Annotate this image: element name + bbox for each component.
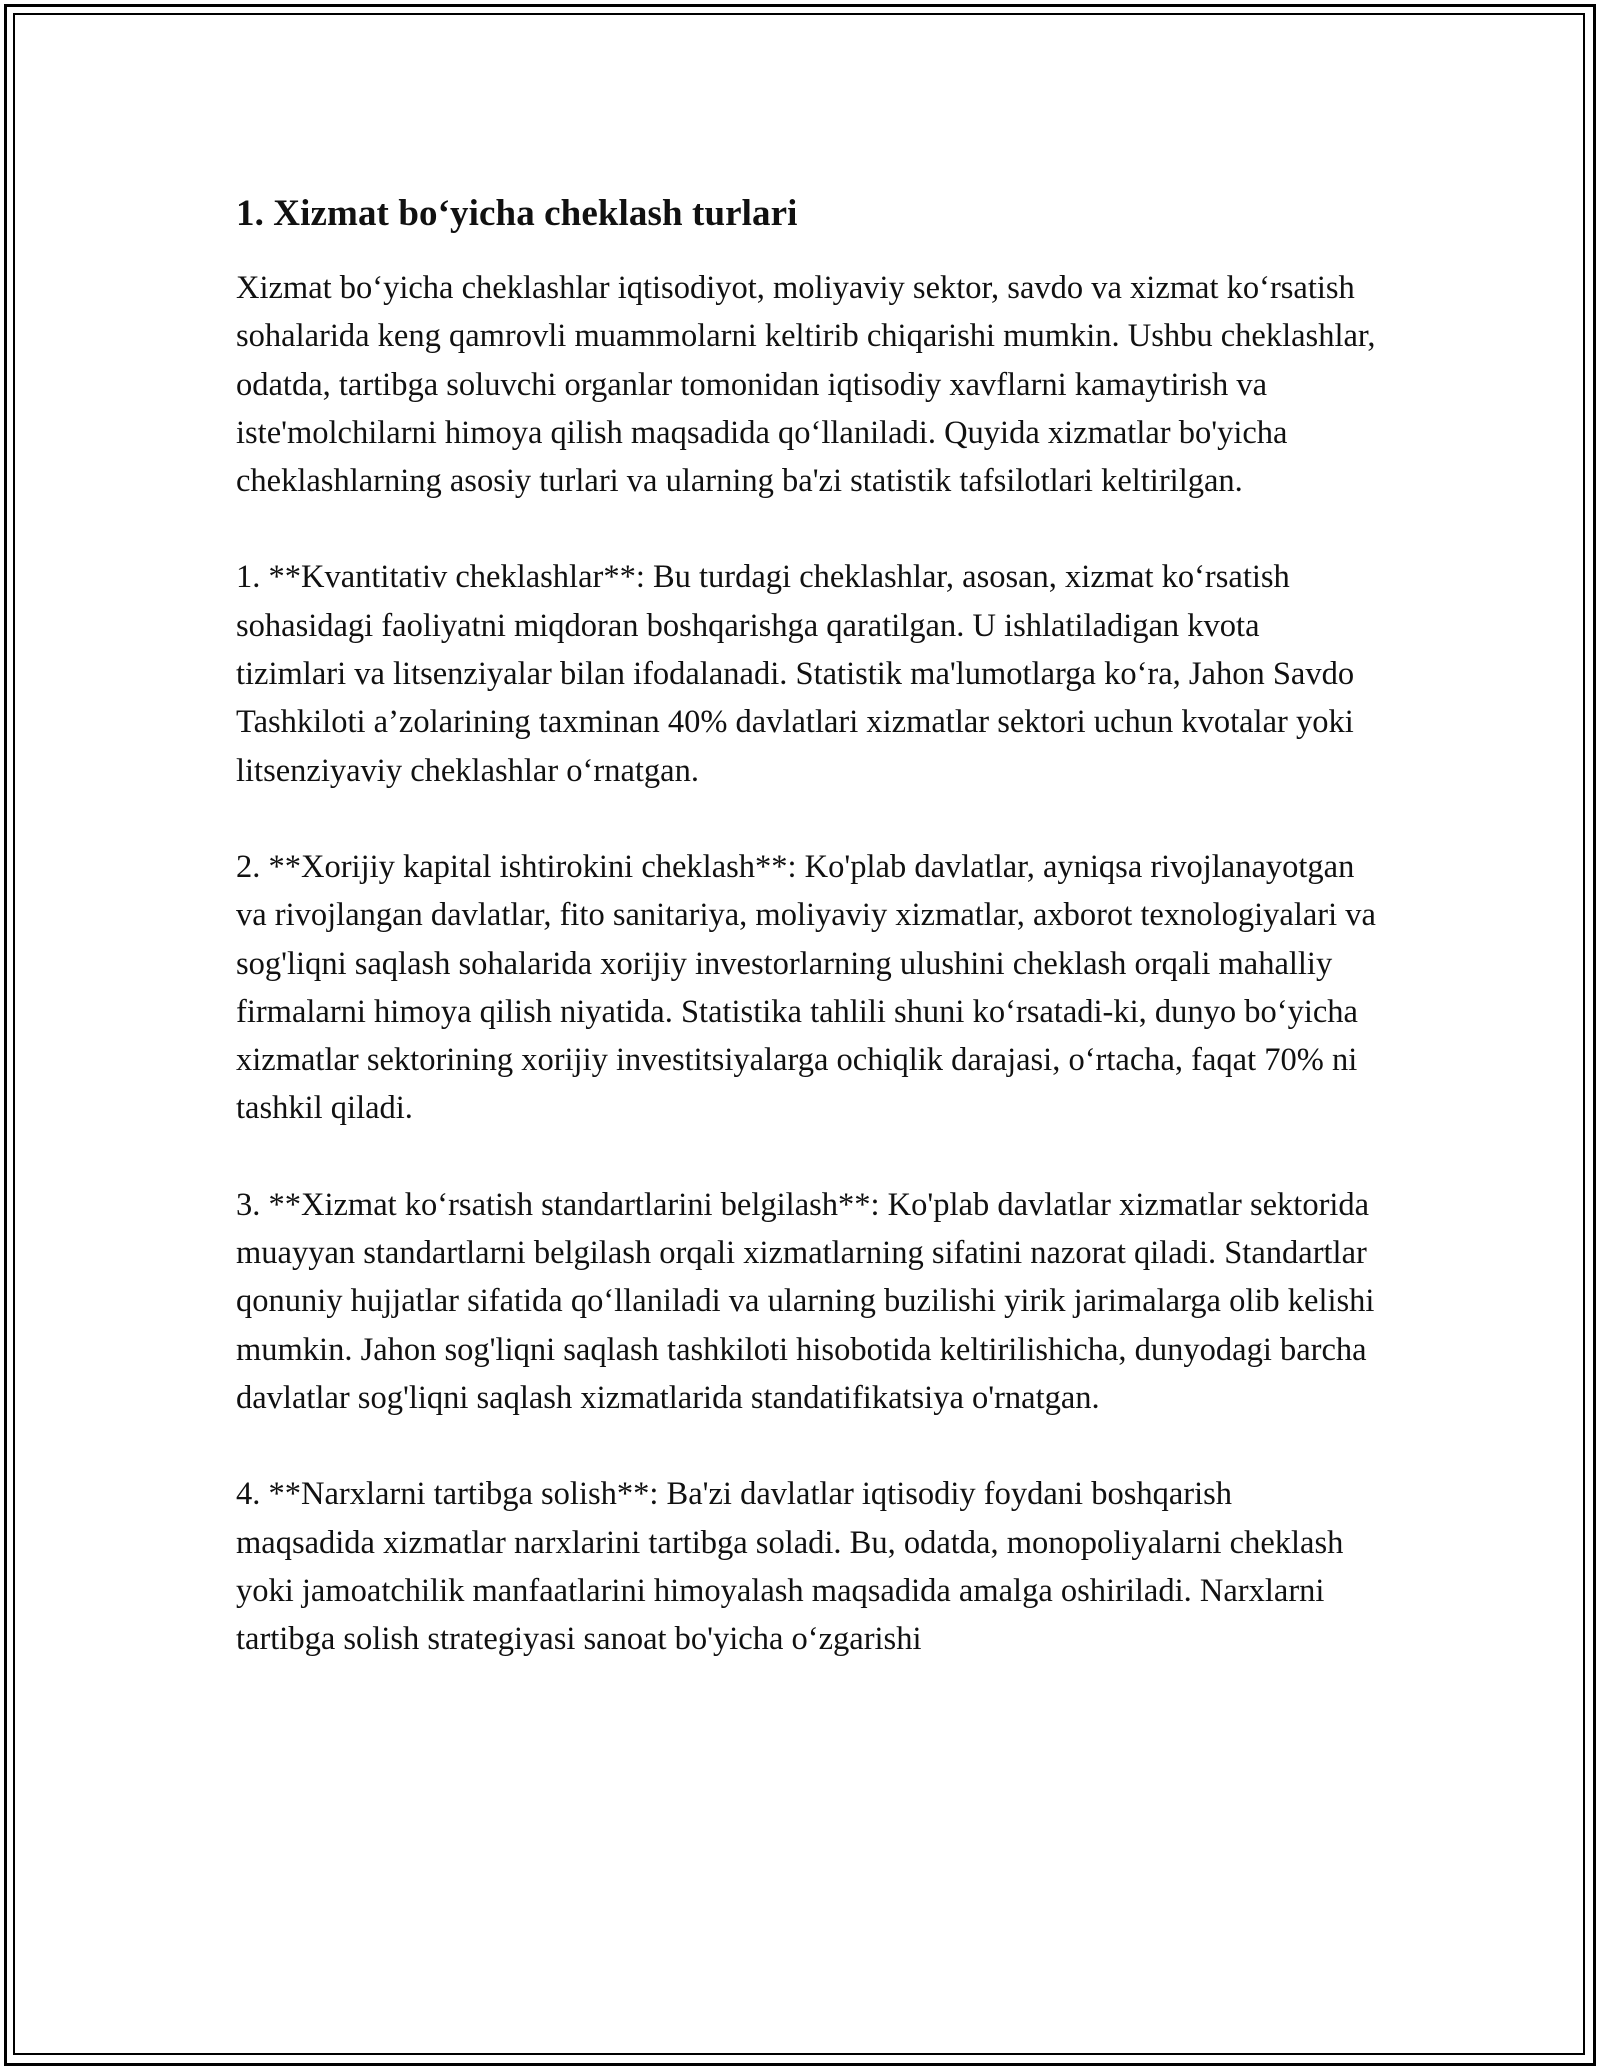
section-heading: 1. Xizmat bo‘yicha cheklash turlari — [236, 193, 798, 234]
intro-paragraph: Xizmat bo‘yicha cheklashlar iqtisodiyot, moliyaviy sektor, savdo va xizmat ko‘rsatish sohalarida keng qamrovli muammolarni keltirib chiqarishi mumkin. Ushbu cheklashlar, odatda, tartibga soluvchi organlar tomonidan iqtisodiy xavflarni kamaytirish va iste'molchilarni himoya qilish maqsadida qo‘llaniladi. Quyida xizmatlar bo'yicha cheklashlarning asosiy turlari va ularning ba'zi statistik tafsilotlari keltirilgan. — [236, 270, 1376, 500]
paragraph-service-standards: 3. **Xizmat ko‘rsatish standartlarini belgilash**: Ko'plab davlatlar xizmatlar sektorida muayyan standartlarni belgilash orqali xizmatlarning sifatini nazorat qiladi. Standartlar qonuniy hujjatlar sifatida qo‘llaniladi va ularning buzilishi yirik jarimalarga olib kelishi mumkin. Jahon sog'liqni saqlash tashkiloti hisobotida keltirilishicha, dunyodagi barcha davlatlar sog'liqni saqlash xizmatlarida standatifikatsiya o'rnatgan. — [236, 1186, 1375, 1416]
document-body — [236, 190, 1376, 1663]
paragraph-price-regulation: 4. **Narxlarni tartibga solish**: Ba'zi davlatlar iqtisodiy foydani boshqarish maqsadida xizmatlar narxlarini tartibga soladi. Bu, odatda, monopoliyalarni cheklash yoki jamoatchilik manfaatlarini himoyalash maqsadida amalga oshiriladi. Narxlarni tartibga solish strategiyasi sanoat bo'yicha o‘zgarishi — [236, 1476, 1344, 1658]
paragraph-quantitative-restrictions: 1. **Kvantitativ cheklashlar**: Bu turdagi cheklashlar, asosan, xizmat ko‘rsatish sohasidagi faoliyatni miqdoran boshqarishga qaratilgan. U ishlatiladigan kvota tizimlari va litsenziyalar bilan ifodalanadi. Statistik ma'lumotlarga ko‘ra, Jahon Savdo Tashkiloti a’zolarining taxminan 40% davlatlari xizmatlar sektori uchun kvotalar yoki litsenziyaviy cheklashlar o‘rnatgan. — [236, 559, 1355, 789]
paragraph-foreign-capital-restrictions: 2. **Xorijiy kapital ishtirokini cheklash**: Ko'plab davlatlar, ayniqsa rivojlanayotgan va rivojlangan davlatlar, fito sanitariya, moliyaviy xizmatlar, axborot texnologiyalari va sog'liqni saqlash sohalarida xorijiy investorlarning ulushini cheklash orqali mahalliy firmalarni himoya qilish niyatida. Statistika tahlili shuni ko‘rsatadi-ki, dunyo bo‘yicha xizmatlar sektorining xorijiy investitsiyalarga ochiqlik darajasi, o‘rtacha, faqat 70% ni tashkil qiladi. — [236, 848, 1376, 1127]
